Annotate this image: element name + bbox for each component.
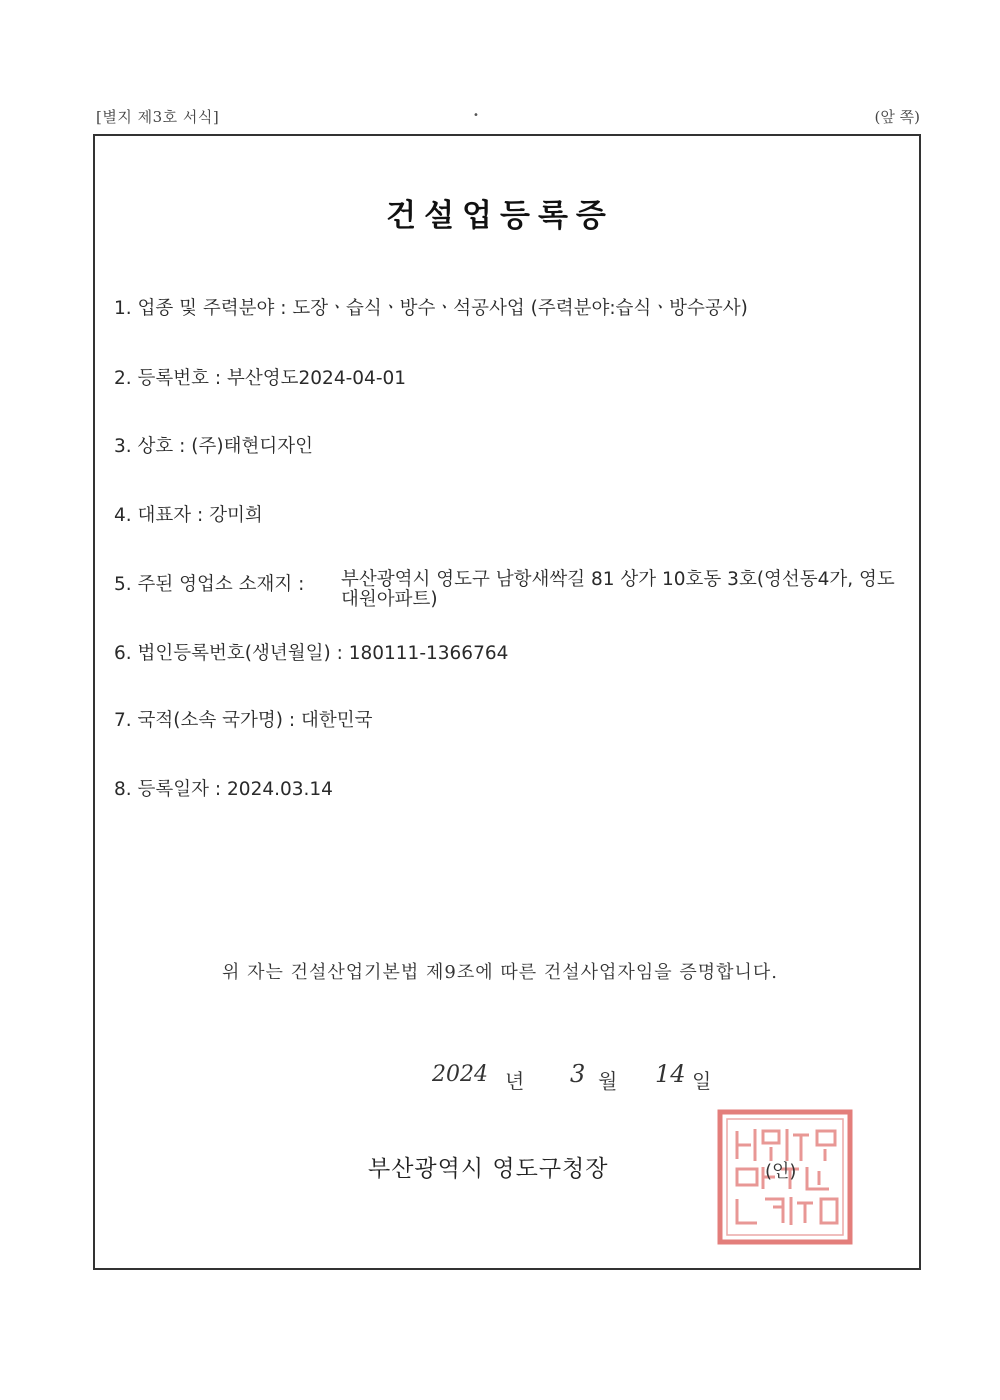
issue-year-unit: 년 (505, 1069, 525, 1093)
item-value: 도장ㆍ습식ㆍ방수ㆍ석공사업 (주력분야:습식ㆍ방수공사) (292, 298, 748, 319)
item-corporate-number: 6. 법인등록번호(생년월일) : 180111-1366764 (114, 643, 509, 664)
item-value: 강미희 (209, 505, 263, 526)
item-label: 상호 (137, 436, 174, 457)
issue-day-unit: 일 (692, 1069, 712, 1093)
item-label: 등록일자 (137, 779, 210, 800)
item-number: 6. (114, 643, 132, 664)
item-representative: 4. 대표자 : 강미희 (114, 505, 263, 526)
item-label: 국적(소속 국가명) (137, 710, 283, 731)
item-value: (주)태현디자인 (191, 436, 313, 457)
item-label: 대표자 (137, 505, 192, 526)
item-label: 업종 및 주력분야 (137, 298, 275, 319)
issue-year: 2024 (432, 1062, 488, 1087)
item-number: 7. (114, 710, 132, 731)
item-registration-number: 2. 등록번호 : 부산영도2024-04-01 (114, 368, 407, 389)
item-label: 주된 영업소 소재지 (137, 574, 293, 595)
seal-mark: (인) (765, 1161, 797, 1182)
item-business-type: 1. 업종 및 주력분야 : 도장ㆍ습식ㆍ방수ㆍ석공사업 (주력분야:습식ㆍ방수공사) (114, 298, 748, 319)
item-number: 1. (114, 298, 132, 319)
item-label: 등록번호 (137, 368, 210, 389)
issue-month: 3 (570, 1060, 586, 1088)
item-number: 2. (114, 368, 132, 389)
issue-month-unit: 월 (598, 1069, 618, 1093)
certification-statement: 위 자는 건설산업기본법 제9조에 따른 건설사업자임을 증명합니다. (222, 962, 778, 983)
issue-day: 14 (655, 1060, 686, 1088)
item-label: 법인등록번호(생년월일) (137, 643, 331, 664)
item-nationality: 7. 국적(소속 국가명) : 대한민국 (114, 710, 373, 731)
item-number: 4. (114, 505, 132, 526)
item-number: 8. (114, 779, 132, 800)
item-value: 대한민국 (300, 710, 373, 731)
item-number: 5. (114, 574, 132, 595)
item-company-name: 3. 상호 : (주)태현디자인 (114, 436, 313, 457)
item-value: 180111-1366764 (348, 643, 509, 664)
item-label-group: 5. 주된 영업소 소재지 : (114, 574, 305, 595)
document-title: 건설업등록증 (386, 198, 614, 234)
form-number: [별지 제3호 서식] (96, 108, 220, 126)
item-registration-date: 8. 등록일자 : 2024.03.14 (114, 779, 333, 800)
item-value: 부산광역시 영도구 남항새싹길 81 상가 10호동 3호(영선동4가, 영도대원아파트) (341, 569, 895, 610)
scan-dot: • (473, 110, 479, 121)
item-value: 부산영도2024-04-01 (227, 368, 407, 389)
issuer-name: 부산광역시 영도구청장 (368, 1156, 609, 1182)
item-number: 3. (114, 436, 132, 457)
page-side-label: (앞 쪽) (874, 108, 920, 126)
item-value: 2024.03.14 (227, 779, 333, 800)
